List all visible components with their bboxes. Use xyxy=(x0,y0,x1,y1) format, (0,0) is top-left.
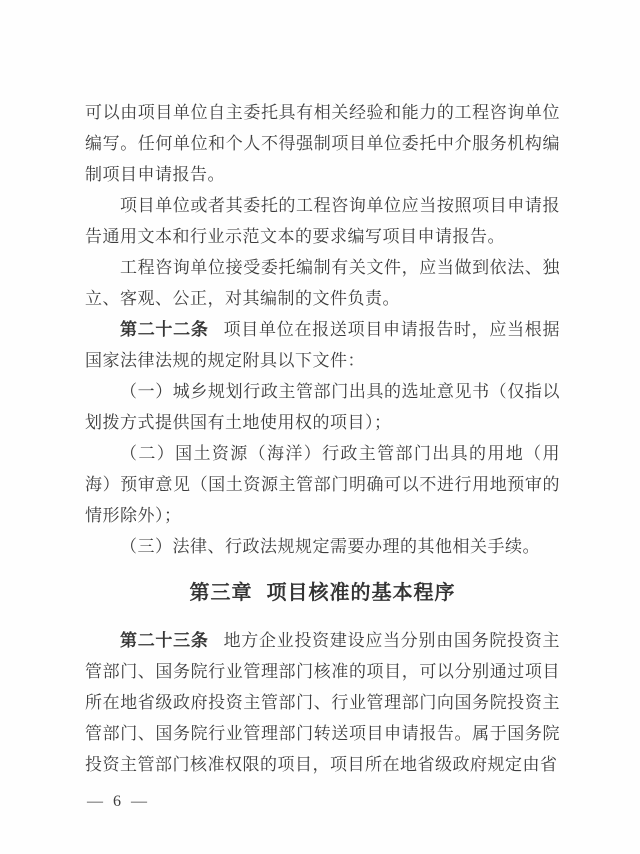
list-item-2 xyxy=(85,438,560,531)
paragraph xyxy=(85,252,560,314)
paragraph xyxy=(85,190,560,252)
paragraph xyxy=(85,97,560,190)
paragraph-text: 工程咨询单位接受委托编制有关文件，应当做到依法、独立、客观、公正，对其编制的文件负责。 xyxy=(85,258,560,308)
paragraph-article-22 xyxy=(85,314,560,376)
paragraph-article-23 xyxy=(85,625,560,780)
page-number: — 6 — xyxy=(87,793,150,810)
paragraph-text: （一）城乡规划行政主管部门出具的选址意见书（仅指以划拨方式提供国有土地使用权的项目）； xyxy=(85,382,560,432)
paragraph-text: 可以由项目单位自主委托具有相关经验和能力的工程咨询单位编写。任何单位和个人不得强制项目单位委托中介服务机构编制项目申请报告。 xyxy=(85,103,560,184)
paragraph-text: 地方企业投资建设应当分别由国务院投资主管部门、国务院行业管理部门核准的项目，可以分别通过项目所在地省级政府投资主管部门、行业管理部门向国务院投资主管部门、国务院行业管理部门转送项目申请报告。属于国务院投资主管部门核准权限的项目，项目所在地省级政府规定由省 xyxy=(85,631,561,774)
list-item-1 xyxy=(85,376,560,438)
chapter-number: 第三章 xyxy=(189,582,253,604)
paragraph-text: （三）法律、行政法规规定需要办理的其他相关手续。 xyxy=(120,537,540,556)
article-number-label: 第二十三条 xyxy=(120,631,209,650)
paragraph-text: （二）国土资源（海洋）行政主管部门出具的用地（用海）预审意见（国土资源主管部门明确可以不进行用地预审的情形除外）； xyxy=(85,444,560,525)
paragraph-text: 项目单位或者其委托的工程咨询单位应当按照项目申请报告通用文本和行业示范文本的要求编写项目申请报告。 xyxy=(85,196,560,246)
paragraph-text: 项目单位在报送项目申请报告时，应当根据国家法律法规的规定附具以下文件： xyxy=(85,320,561,370)
list-item-3 xyxy=(85,531,560,562)
chapter-title: 项目核准的基本程序 xyxy=(266,582,456,604)
article-number-label: 第二十二条 xyxy=(120,320,209,339)
chapter-heading xyxy=(85,578,560,609)
